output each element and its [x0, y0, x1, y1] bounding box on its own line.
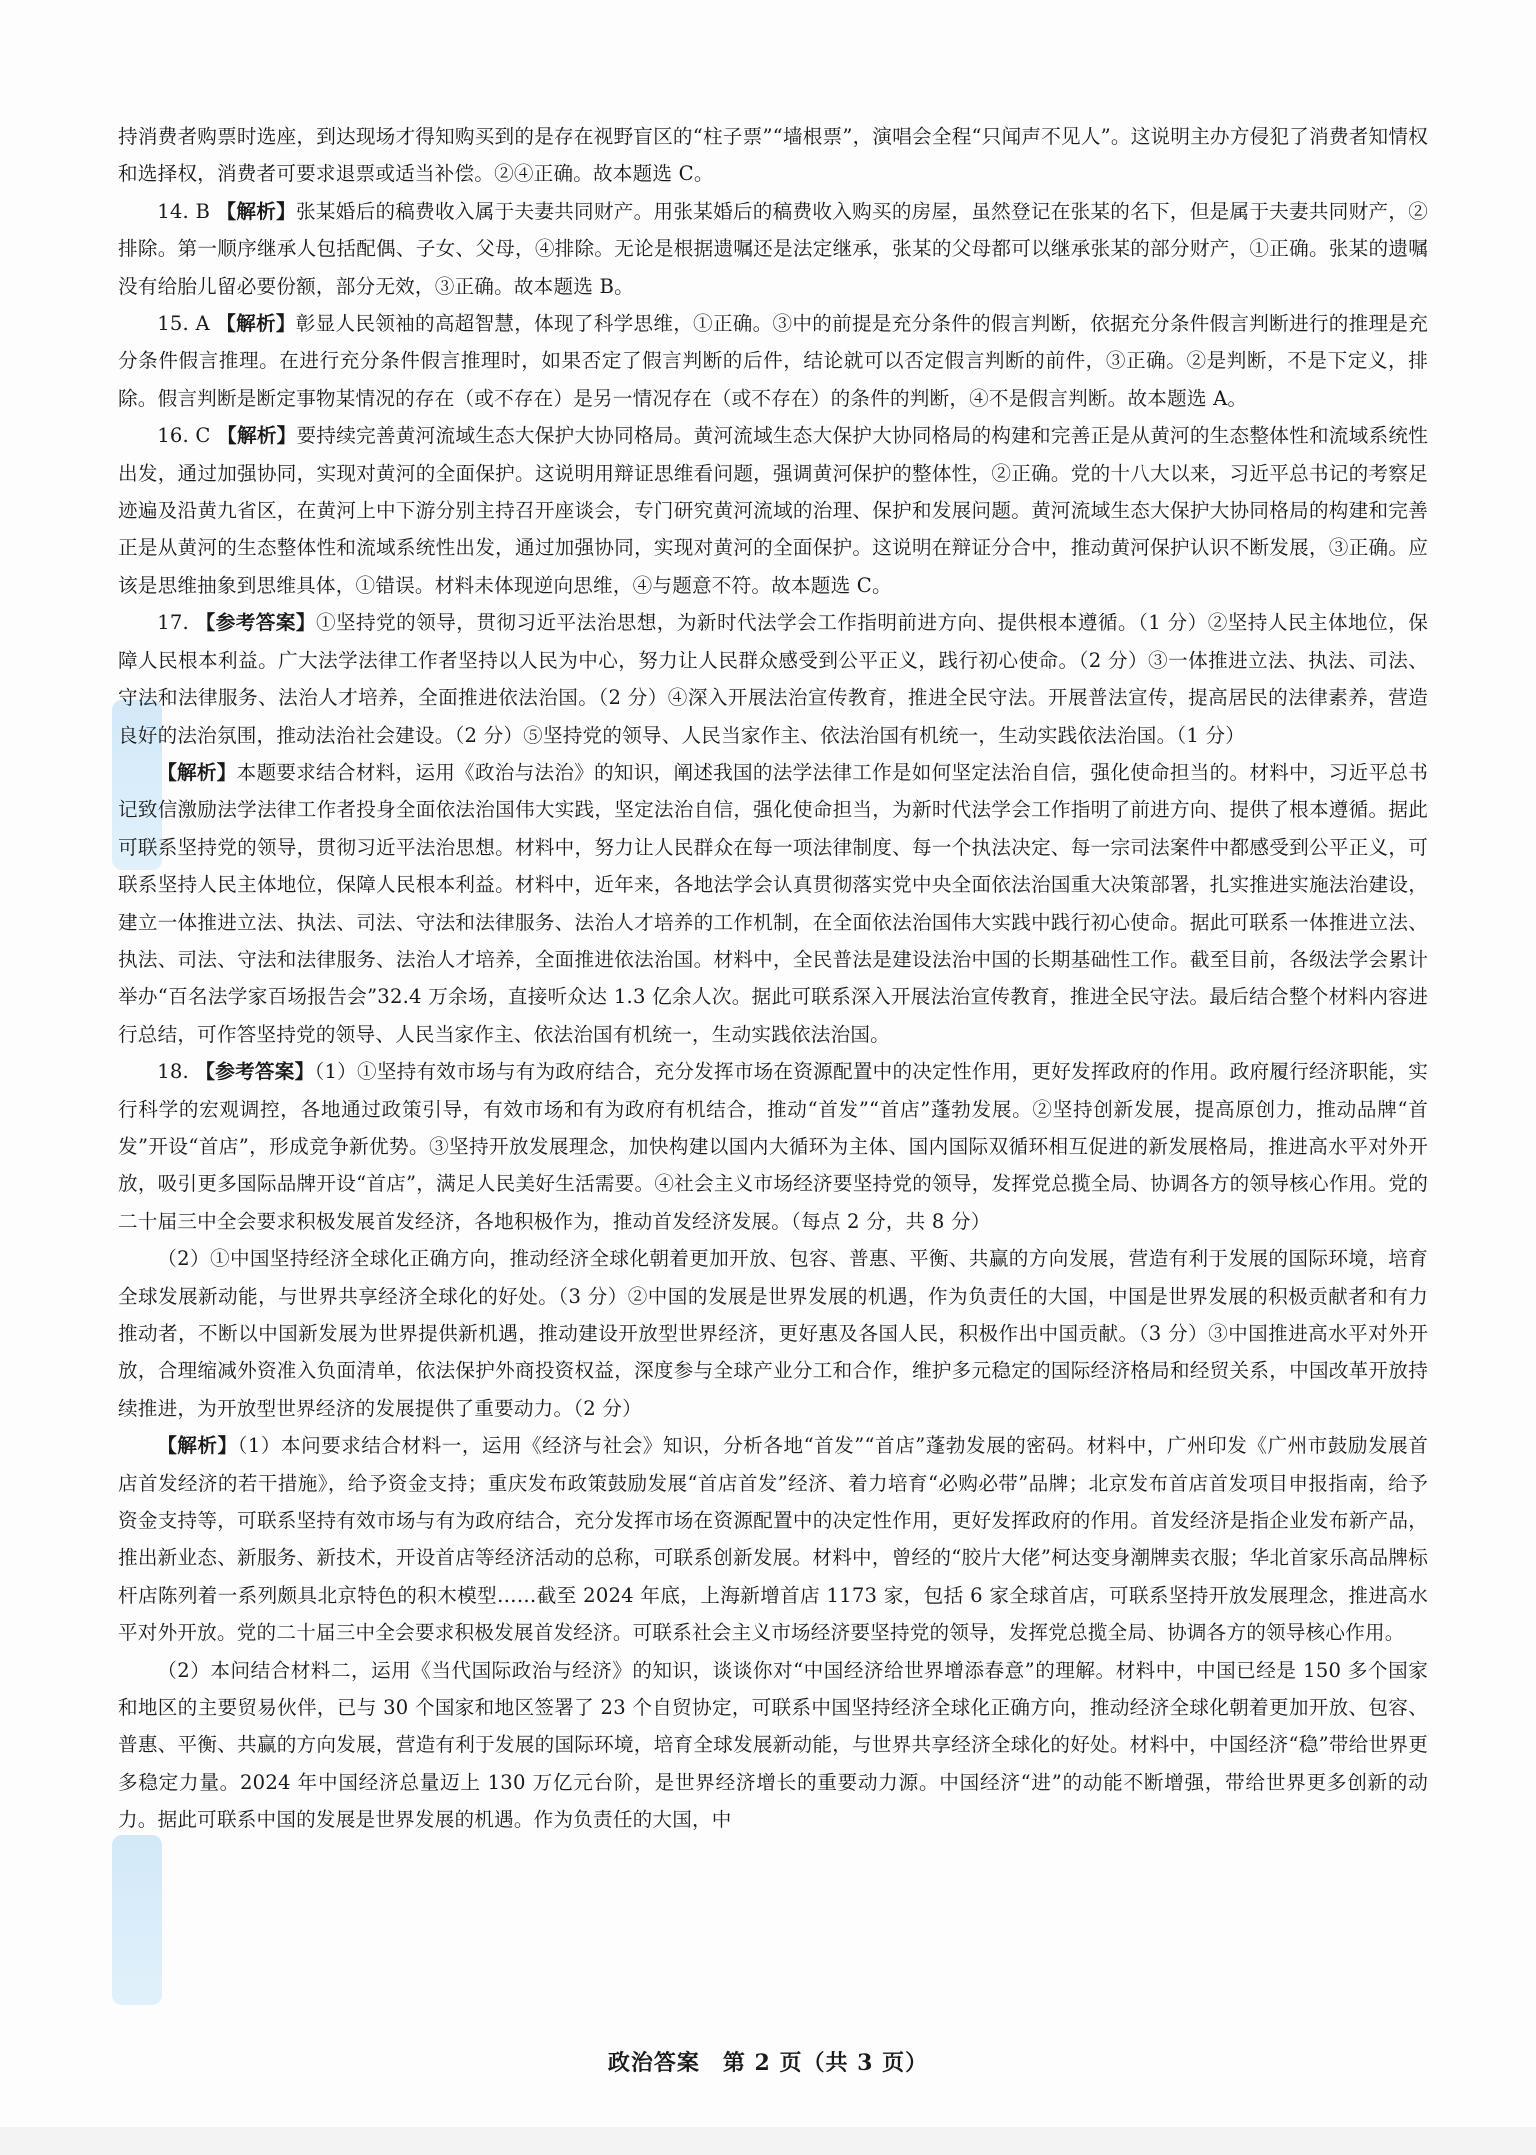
- paragraph-text: 16. C: [157, 424, 218, 448]
- watermark-logo: [112, 1835, 162, 2005]
- paragraph-text: 彰显人民领袖的高超智慧，体现了科学思维，①正确。③中的前提是充分条件的假言判断，依据充分条件假言判断进行的推理是充分条件假言推理。在进行充分条件假言推理时，如果否定了假言判断的后件，结论就可以否定假言判断的前件，③正确。②是判断，不是下定义，排除。假言判断是断定事物某情况的存在（或不存在）是另一情况存在（或不存在）的条件的判断，④不是假言判断。故本题选 A。: [118, 312, 1428, 410]
- paragraph-text: ①坚持党的领导，贯彻习近平法治思想，为新时代法学会工作指明前进方向、提供根本遵循。（1 分）②坚持人民主体地位，保障人民根本利益。广大法学法律工作者坚持以人民为中心，努力让人民群众感受到公平正义，践行初心使命。（2 分）③一体推进立法、执法、司法、守法和法律服务、法治人才培养，全面推进依法治国。（2 分）④深入开展法治宣传教育，推进全民守法。开展普法宣传，提高居民的法律素养，营造良好的法治氛围，推动法治社会建设。（2 分）⑤坚持党的领导、人民当家作主、依法治国有机统一，生动实践依法治国。（1 分）: [118, 611, 1428, 747]
- section-tag: 【解析】: [216, 199, 296, 223]
- paragraph-text: 张某婚后的稿费收入属于夫妻共同财产。用张某婚后的稿费收入购买的房屋，虽然登记在张某的名下，但是属于夫妻共同财产，②排除。第一顺序继承人包括配偶、子女、父母，④排除。无论是根据遗嘱还是法定继承，张某的父母都可以继承张某的部分财产，①正确。张某的遗嘱没有给胎儿留必要份额，部分无效，③正确。故本题选 B。: [118, 199, 1428, 298]
- paragraph-text: 18.: [157, 1060, 196, 1084]
- section-tag: 【解析】: [217, 424, 297, 448]
- section-tag: 【解析】: [216, 312, 296, 336]
- paragraph-text: （1）①坚持有效市场与有为政府结合，充分发挥市场在资源配置中的决定性作用，更好发挥政府的作用。政府履行经济职能，实行科学的宏观调控，各地通过政策引导，有效市场和有为政府有机结合，推动“首发”“首店”蓬勃发展。②坚持创新发展，提高原创力，推动品牌“首发”开设“首店”，形成竞争新优势。③坚持开放发展理念，加快构建以国内大循环为主体、国内国际双循环相互促进的新发展格局，推进高水平对外开放，吸引更多国际品牌开设“首店”，满足人民美好生活需要。④社会主义市场经济要坚持党的领导，发挥党总揽全局、协调各方的领导核心作用。党的二十届三中全会要求积极发展首发经济，各地积极作为，推动首发经济发展。（每点 2 分，共 8 分）: [118, 1060, 1428, 1233]
- paragraph-text: 17.: [157, 611, 196, 635]
- answer-paragraph: [118, 1053, 1428, 1240]
- answer-paragraph: [118, 193, 1428, 305]
- section-tag: 【解析】: [157, 1434, 238, 1458]
- answer-body: [118, 118, 1428, 1839]
- paragraph-text: 14. B: [157, 199, 217, 223]
- paragraph-text: 本题要求结合材料，运用《政治与法治》的知识，阐述我国的法学法律工作是如何坚定法治自信，强化使命担当的。材料中，习近平总书记致信激励法学法律工作者投身全面依法治国伟大实践，坚定法治自信，强化使命担当，为新时代法学会工作指明了前进方向、提供了根本遵循。据此可联系坚持党的领导，贯彻习近平法治思想。材料中，努力让人民群众在每一项法律制度、每一个执法决定、每一宗司法案件中都感受到公平正义，可联系坚持人民主体地位，保障人民根本利益。材料中，近年来，各地法学会认真贯彻落实党中央全面依法治国重大决策部署，扎实推进实施法治建设，建立一体推进立法、执法、司法、守法和法律服务、法治人才培养的工作机制，在全面依法治国伟大实践中践行初心使命。据此可联系一体推进立法、执法、司法、守法和法律服务、法治人才培养，全面推进依法治国。材料中，全民普法是建设法治中国的长期基础性工作。截至目前，各级法学会累计举办“百名法学家百场报告会”32.4 万余场，直接听众达 1.3 亿余人次。据此可联系深入开展法治宣传教育，推进全民守法。最后结合整个材料内容进行总结，可作答坚持党的领导、人民当家作主、依法治国有机统一，生动实践依法治国。: [118, 760, 1428, 1046]
- section-tag: 【解析】: [157, 760, 237, 784]
- section-tag: 【参考答案】: [195, 1060, 315, 1084]
- answer-paragraph: [118, 754, 1428, 1053]
- answer-paragraph: [118, 1427, 1428, 1651]
- answer-paragraph: [118, 1652, 1428, 1839]
- paragraph-text: 持消费者购票时选座，到达现场才得知购买到的是存在视野盲区的“柱子票”“墙根票”，演唱会全程“只闻声不见人”。这说明主办方侵犯了消费者知情权和选择权，消费者可要求退票或适当补偿。②④正确。故本题选 C。: [118, 125, 1428, 186]
- page-footer: 政治答案 第 2 页（共 3 页）: [607, 2050, 929, 2076]
- section-tag: 【参考答案】: [195, 611, 316, 635]
- paragraph-text: （2）①中国坚持经济全球化正确方向，推动经济全球化朝着更加开放、包容、普惠、平衡、共赢的方向发展，营造有利于发展的国际环境，培育全球发展新动能，与世界共享经济全球化的好处。（3 分）②中国的发展是世界发展的机遇，作为负责任的大国，中国是世界发展的积极贡献者和有力推动者，不断以中国新发展为世界提供新机遇，推动建设开放型世界经济，更好惠及各国人民，积极作出中国贡献。（3 分）③中国推进高水平对外开放，合理缩减外资准入负面清单，依法保护外商投资权益，深度参与全球产业分工和合作，维护多元稳定的国际经济格局和经贸关系，中国改革开放持续推进，为开放型世界经济的发展提供了重要动力。（2 分）: [118, 1247, 1428, 1420]
- bottom-margin-band: [0, 2127, 1536, 2155]
- answer-paragraph: [118, 305, 1428, 417]
- answer-paragraph: [118, 1240, 1428, 1427]
- paragraph-text: 要持续完善黄河流域生态大保护大协同格局。黄河流域生态大保护大协同格局的构建和完善正是从黄河的生态整体性和流域系统性出发，通过加强协同，实现对黄河的全面保护。这说明用辩证思维看问题，强调黄河保护的整体性，②正确。党的十八大以来，习近平总书记的考察足迹遍及沿黄九省区，在黄河上中下游分别主持召开座谈会，专门研究黄河流域的治理、保护和发展问题。黄河流域生态大保护大协同格局的构建和完善正是从黄河的生态整体性和流域系统性出发，通过加强协同，实现对黄河的全面保护。这说明在辩证分合中，推动黄河保护认识不断发展，③正确。应该是思维抽象到思维具体，①错误。材料未体现逆向思维，④与题意不符。故本题选 C。: [118, 424, 1428, 597]
- paragraph-text: （2）本问结合材料二，运用《当代国际政治与经济》的知识，谈谈你对“中国经济给世界增添春意”的理解。材料中，中国已经是 150 多个国家和地区的主要贸易伙伴，已与 30 个国家和地区签署了 23 个自贸协定，可联系中国坚持经济全球化正确方向，推动经济全球化朝着更加开放、包容、普惠、平衡、共赢的方向发展，营造有利于发展的国际环境，培育全球发展新动能，与世界共享经济全球化的好处。材料中，中国经济“稳”带给世界更多稳定力量。2024 年中国经济总量迈上 130 万亿元台阶，是世界经济增长的重要动力源。中国经济“进”的动能不断增强，带给世界更多创新的动力。据此可联系中国的发展是世界发展的机遇。作为负责任的大国，中: [118, 1658, 1428, 1832]
- paragraph-text: 15. A: [157, 312, 217, 336]
- paragraph-text: （1）本问要求结合材料一，运用《经济与社会》知识，分析各地“首发”“首店”蓬勃发展的密码。材料中，广州印发《广州市鼓励发展首店首发经济的若干措施》，给予资金支持；重庆发布政策鼓励发展“首店首发”经济、着力培育“必购必带”品牌；北京发布首店首发项目申报指南，给予资金支持等，可联系坚持有效市场与有为政府结合，充分发挥市场在资源配置中的决定性作用，更好发挥政府的作用。首发经济是指企业发布新产品，推出新业态、新服务、新技术，开设首店等经济活动的总称，可联系创新发展。材料中，曾经的“胶片大佬”柯达变身潮牌卖衣服；华北首家乐高品牌标杆店陈列着一系列颇具北京特色的积木模型……截至 2024 年底，上海新增首店 1173 家，包括 6 家全球首店，可联系坚持开放发展理念，推进高水平对外开放。党的二十届三中全会要求积极发展首发经济。可联系社会主义市场经济要坚持党的领导，发挥党总揽全局、协调各方的领导核心作用。: [118, 1434, 1428, 1645]
- answer-paragraph: [118, 417, 1428, 604]
- answer-paragraph: [118, 604, 1428, 754]
- answer-paragraph: [118, 118, 1428, 193]
